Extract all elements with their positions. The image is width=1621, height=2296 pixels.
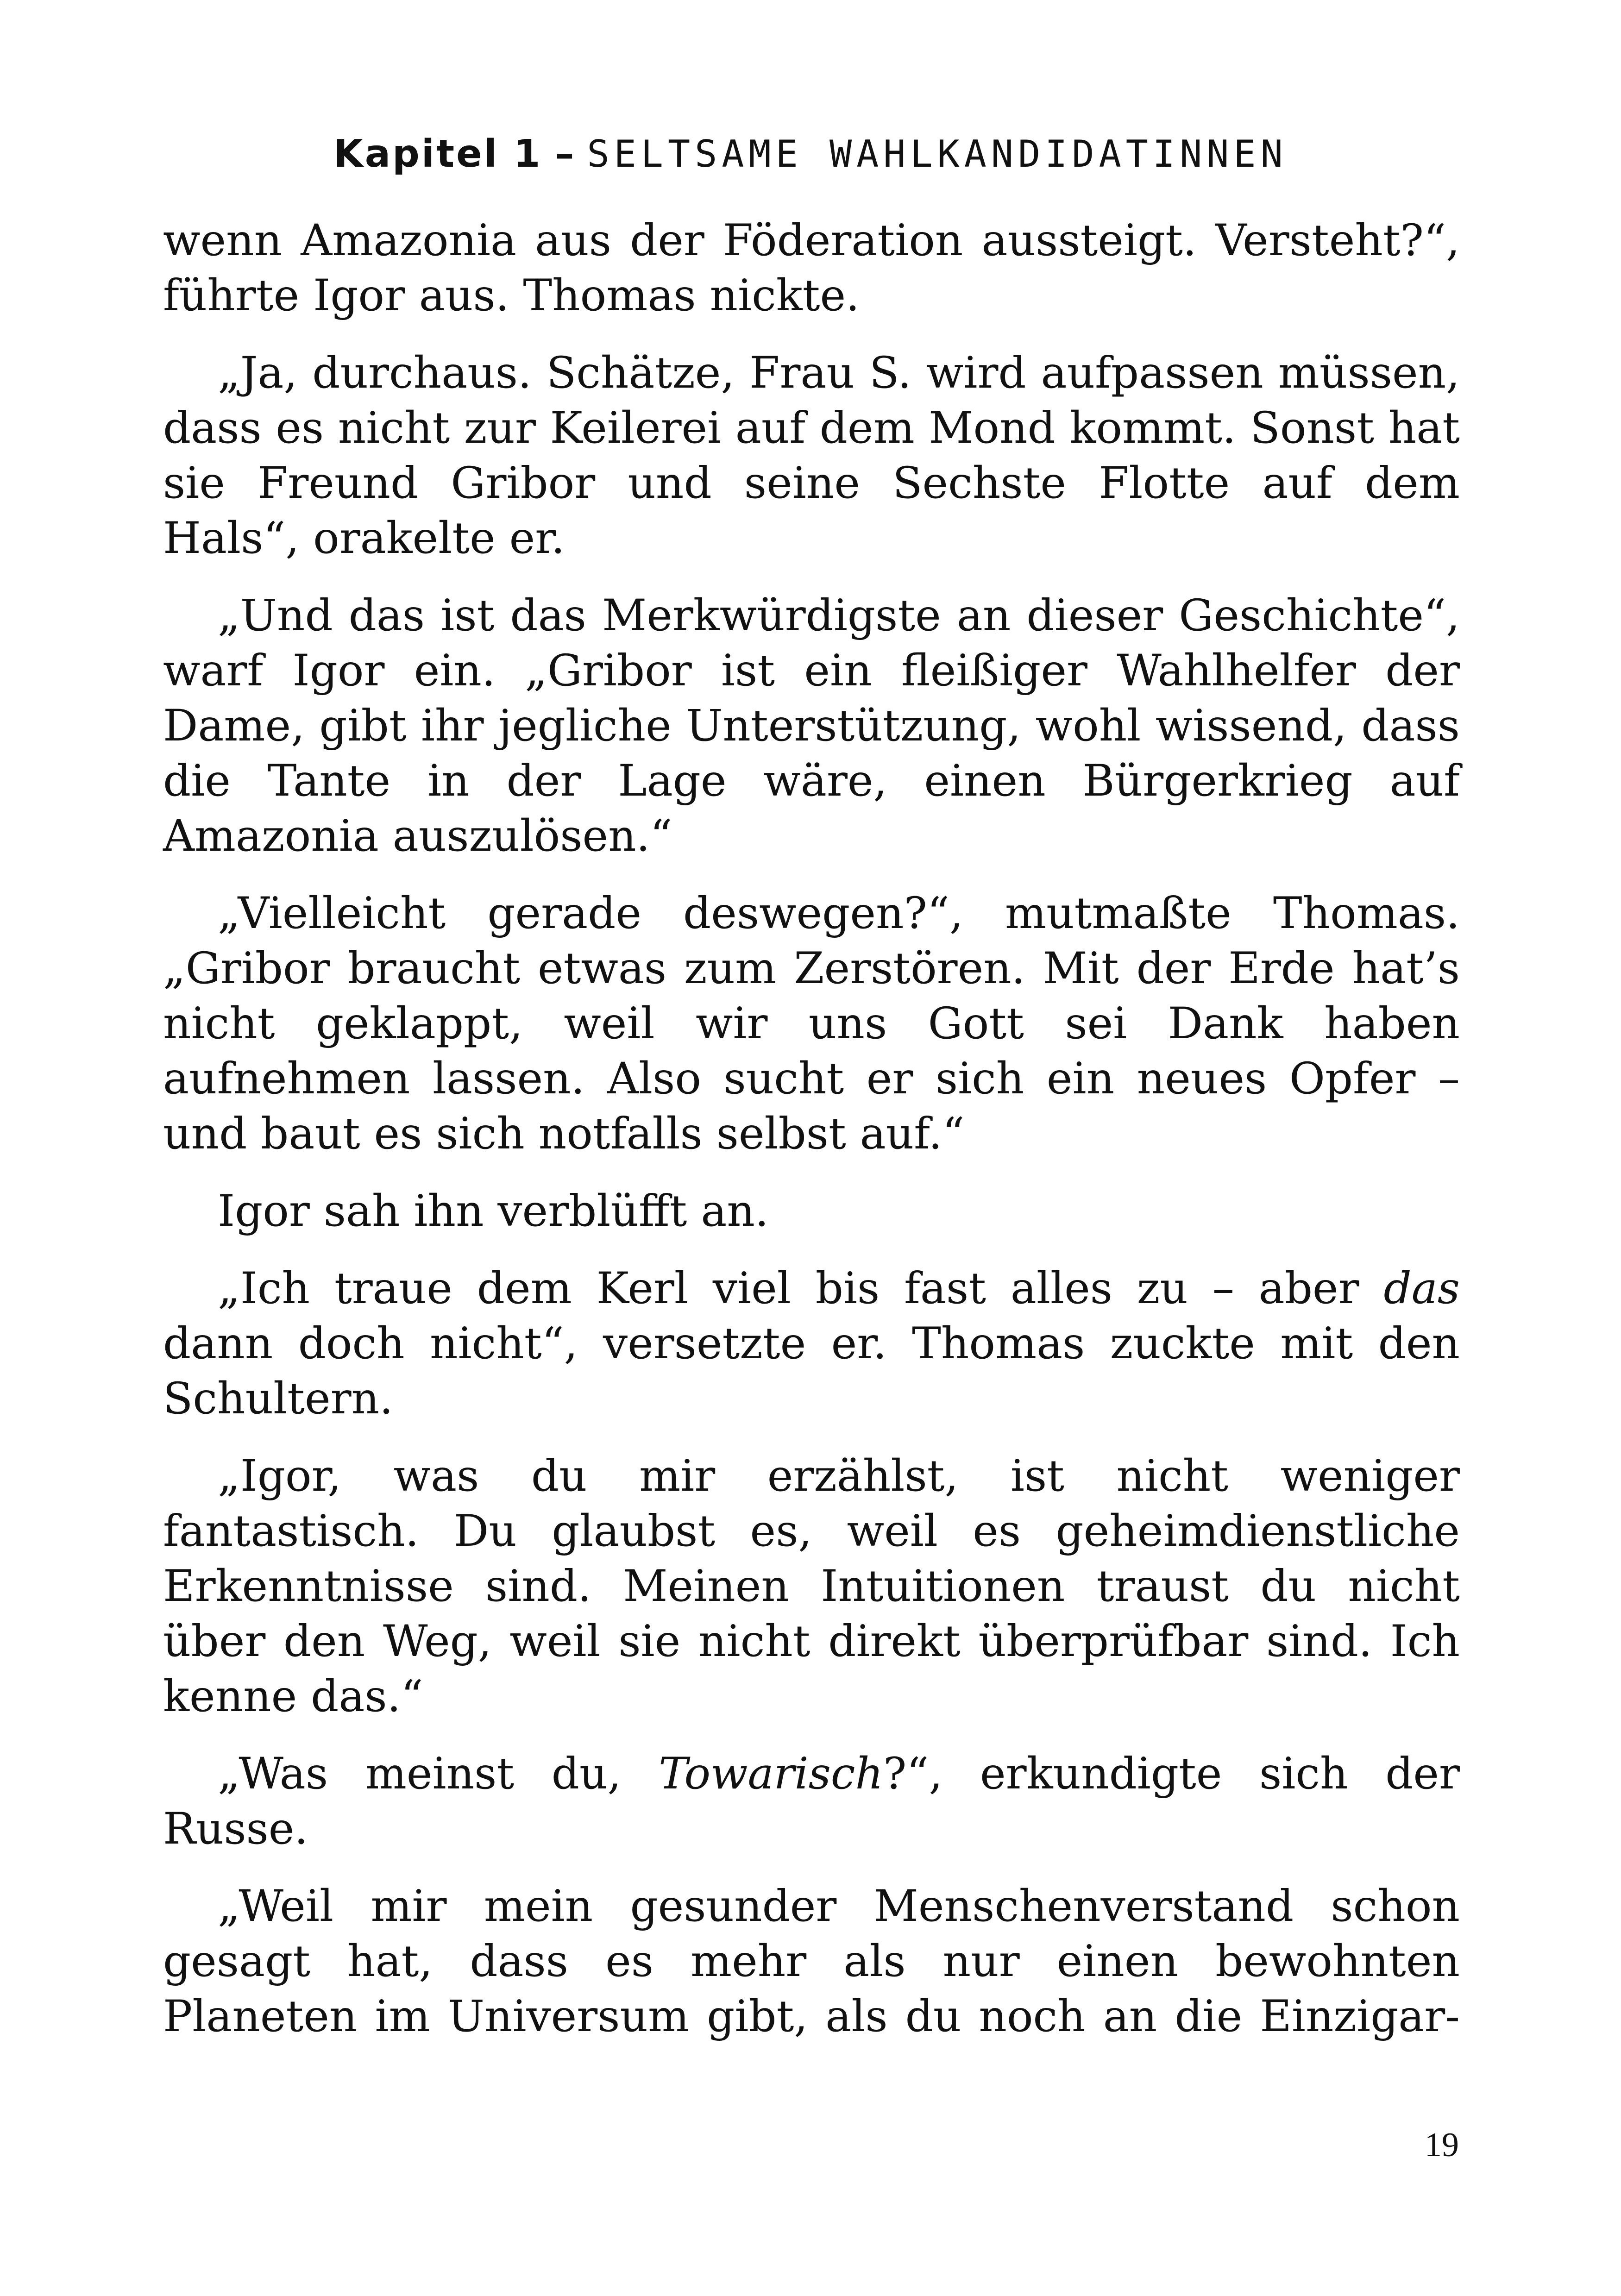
paragraph-6 xyxy=(163,1261,1460,1426)
paragraph-6-before: „Ich traue dem Kerl viel bis fast alles zu – aber xyxy=(218,1263,1384,1314)
paragraph-4: „Vielleicht gerade deswegen?“, mutmaßte Thomas. „Gribor braucht etwas zum Zerstören. Mit der Erde hat’s nicht geklappt, weil wir uns Gott sei Dank haben aufnehmen lassen. Also sucht er sich ein neues Opfer – und baut es sich notfalls selbst auf.“ xyxy=(163,888,1460,1159)
body-text xyxy=(163,213,1460,2066)
header-separator: – xyxy=(555,132,574,176)
running-header xyxy=(0,132,1621,176)
paragraph-8-emphasis: Towarisch xyxy=(659,1749,883,1799)
paragraph-6-after: dann doch nicht“, versetzte er. Thomas zuckte mit den Schultern. xyxy=(163,1318,1460,1424)
paragraph-2: „Ja, durchaus. Schätze, Frau S. wird aufpassen müssen, dass es nicht zur Keilerei auf dem Mond kommt. Sonst hat sie Freund Gribor und seine Sechste Flotte auf dem Hals“, orakelte er. xyxy=(163,348,1460,564)
paragraph-8-after: ?“, erkundigte sich der Russe. xyxy=(163,1749,1460,1854)
paragraph-7: „Igor, was du mir erzählst, ist nicht weniger fantastisch. Du glaubst es, weil es geheimdienstliche Erkenntnisse sind. Meinen Intuitionen traust du nicht über den Weg, weil sie nicht direkt überprüfbar sind. Ich kenne das.“ xyxy=(163,1451,1460,1722)
chapter-title: SELTSAME WAHLKANDIDATINNEN xyxy=(587,132,1288,176)
paragraph-8-before: „Was meinst du, xyxy=(218,1749,659,1799)
paragraph-1: wenn Amazonia aus der Föderation aussteigt. Versteht?“, führte Igor aus. Thomas nickte. xyxy=(163,215,1460,321)
paragraph-3: „Und das ist das Merkwürdigste an dieser Geschichte“, warf Igor ein. „Gribor ist ein fleißiger Wahlhelfer der Dame, gibt ihr jegliche Unterstützung, wohl wissend, dass die Tante in der Lage wäre, einen Bürgerkrieg auf Amazonia auszulösen.“ xyxy=(163,590,1460,861)
paragraph-9: „Weil mir mein gesunder Menschenverstand schon gesagt hat, dass es mehr als nur einen bewohnten Planeten im Universum gibt, als du noch an die Einzigar- xyxy=(163,1881,1460,2042)
paragraph-6-emphasis: das xyxy=(1383,1263,1460,1314)
paragraph-8 xyxy=(163,1746,1460,1857)
page-number: 19 xyxy=(1425,2126,1459,2164)
chapter-label: Kapitel 1 xyxy=(333,132,542,176)
paragraph-5: Igor sah ihn verblüfft an. xyxy=(218,1186,769,1236)
